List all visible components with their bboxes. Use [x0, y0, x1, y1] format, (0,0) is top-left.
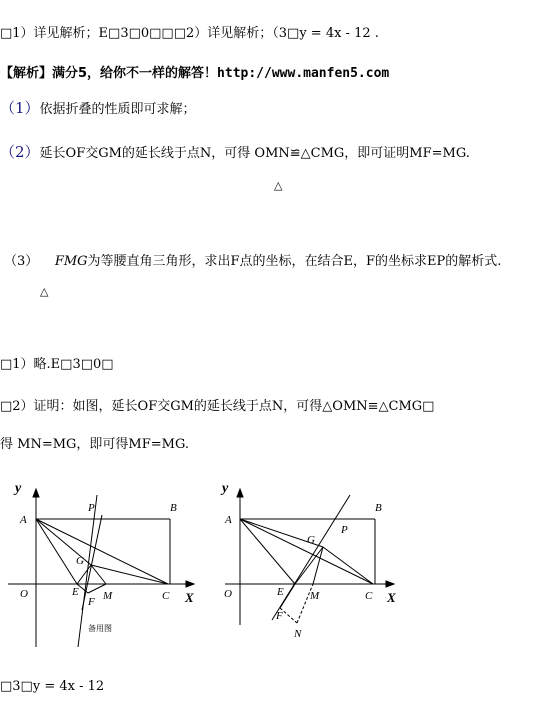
triangle-symbol-1: △ [274, 179, 283, 192]
answer-summary: □1）详见解析；E□3□0□□□2）详见解析；（3□y = 4x - 12 . [0, 26, 379, 41]
step-1-number: （1） [0, 99, 40, 117]
analysis-step-1 [0, 97, 196, 118]
step-2-text: 延长OF交GM的延长线于点N，可得 OMN≌△CMG，即可证明MF=MG. [39, 146, 470, 161]
step-3-italic: FMG [54, 254, 88, 269]
label-O: O [224, 588, 232, 600]
label-B: B [375, 502, 382, 514]
figure-caption: 备用图 [88, 624, 112, 633]
label-P: P [88, 502, 95, 514]
label-C: C [365, 590, 373, 602]
analysis-step-2 [0, 141, 470, 162]
label-G: G [76, 555, 84, 567]
label-y: y [222, 481, 229, 496]
solution-part-1: □1）略.E□3□0□ [0, 357, 114, 372]
label-P: P [341, 524, 348, 536]
solution-part-2-cont: 得 MN=MG，即可得MF=MG. [0, 437, 189, 452]
analysis-step-3 [4, 250, 501, 269]
step-3-text: 为等腰直角三角形，求出F点的坐标，在结合E，F的坐标求EP的解析式. [87, 254, 502, 269]
label-M: M [310, 590, 320, 602]
label-F: F [88, 596, 95, 608]
step-3-number: （3） [4, 254, 39, 269]
solution-part-2: □2）证明：如图，延长OF交GM的延长线于点N，可得△OMN≡△CMG□ [0, 399, 435, 414]
triangle-symbol-2: △ [40, 285, 49, 298]
label-G: G [307, 534, 315, 546]
label-E: E [72, 586, 79, 598]
label-F: F [276, 610, 283, 622]
analysis-title: 【解析】满分5，给你不一样的解答！ [0, 66, 218, 81]
label-y: y [15, 481, 22, 496]
label-O: O [20, 588, 28, 600]
label-C: C [162, 590, 170, 602]
figure-right [210, 475, 410, 650]
source-url: http://www.manfen5.com [217, 66, 390, 81]
step-1-text: 依据折叠的性质即可求解； [39, 102, 196, 117]
label-M: M [103, 590, 113, 602]
label-B: B [170, 502, 177, 514]
step-2-number: （2） [0, 143, 40, 161]
label-x: X [387, 590, 396, 605]
analysis-header [0, 62, 389, 81]
label-A: A [20, 514, 27, 526]
label-x: X [185, 590, 194, 605]
label-N: N [294, 628, 302, 640]
figure-left [0, 475, 215, 650]
label-E: E [277, 586, 284, 598]
label-A: A [225, 514, 232, 526]
solution-part-3: □3□y = 4x - 12 [0, 679, 105, 694]
